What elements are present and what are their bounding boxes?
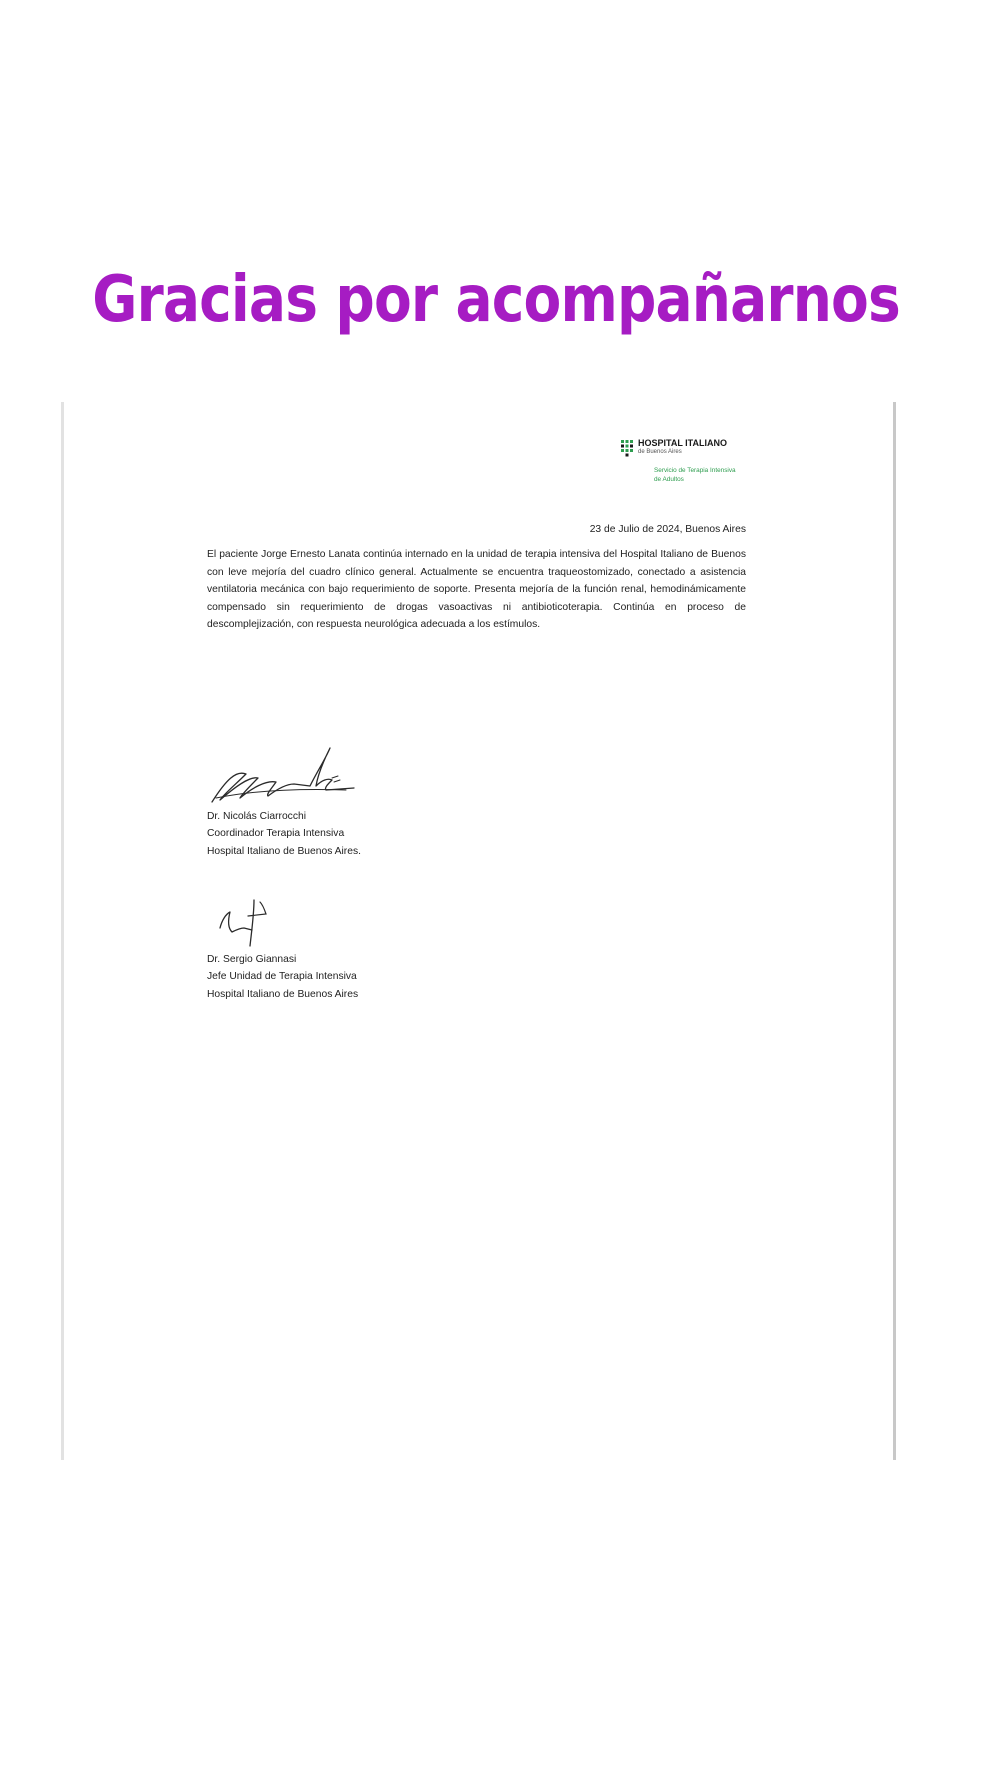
- hospital-logo: [620, 437, 780, 493]
- signatory-1-institution: Hospital Italiano de Buenos Aires.: [207, 845, 361, 857]
- signatory-1-role: Coordinador Terapia Intensiva: [207, 828, 345, 840]
- signatory-1: [207, 808, 361, 860]
- signatory-2: [207, 951, 358, 1003]
- letter-date: 23 de Julio de 2024, Buenos Aires: [589, 524, 746, 535]
- logo-city: de Buenos Aires: [638, 449, 682, 455]
- logo-service-name: [654, 466, 754, 484]
- page-edge-right: [893, 402, 896, 1460]
- headline: Gracias por acompañarnos: [92, 263, 900, 337]
- letter-body: El paciente Jorge Ernesto Lanata continúa internado en la unidad de terapia intensiva del Hospital Italiano de Buenos con leve mejoría del cuadro clínico general. Actualmente se encuentra traqueostomizado, conectado a asistencia ventilatoria mecánica con bajo requerimiento de soporte. Presenta mejoría de la función renal, hemodinámicamente compensado sin requerimiento de drogas vasoactivas ni antibioticoterapia. Continúa en proceso de descomplejización, con respuesta neurológica adecuada a los estímulos.: [207, 549, 746, 631]
- logo-service-line-1: Servicio de Terapia Intensiva: [654, 467, 736, 474]
- signature-giannasi: [214, 890, 284, 950]
- signature-ciarrocchi: [206, 740, 356, 806]
- signatory-2-role: Jefe Unidad de Terapia Intensiva: [207, 971, 357, 983]
- signatory-2-name: Dr. Sergio Giannasi: [207, 954, 297, 965]
- signatory-2-institution: Hospital Italiano de Buenos Aires: [207, 988, 359, 1000]
- logo-service-line-2: de Adultos: [654, 476, 684, 483]
- page-edge-left: [61, 402, 64, 1460]
- hospital-cross-icon: [620, 439, 634, 457]
- logo-institution-name: HOSPITAL ITALIANO: [638, 438, 727, 448]
- signatory-1-name: Dr. Nicolás Ciarrocchi: [207, 811, 306, 822]
